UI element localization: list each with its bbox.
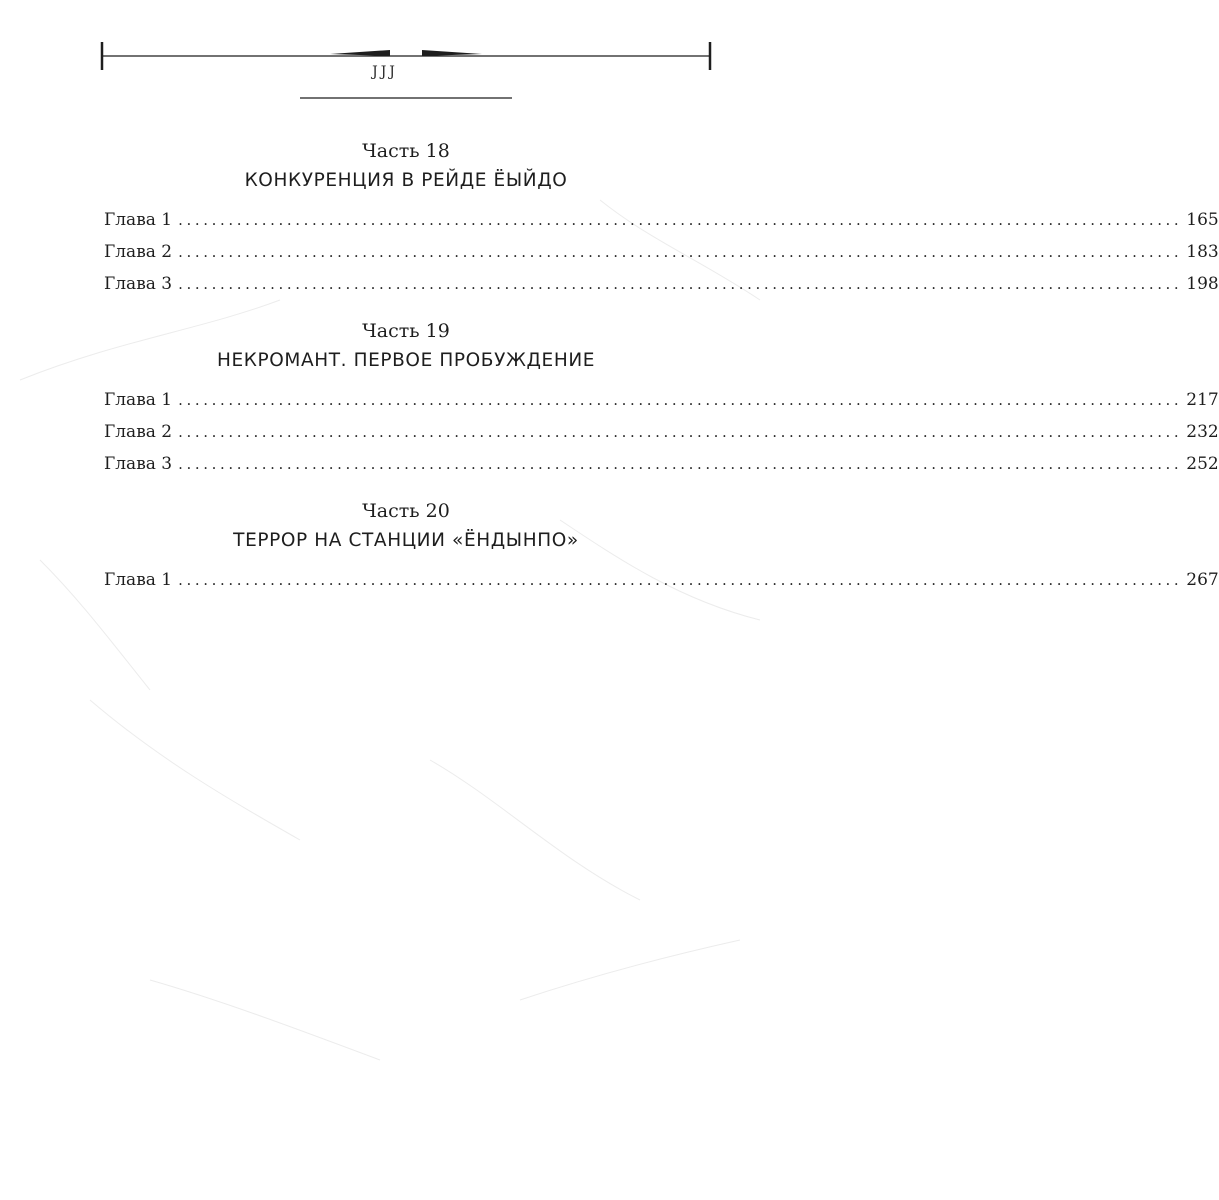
- dot-leader: ........................................................................................................................: [178, 571, 1183, 589]
- part-title: ТЕРРОР НА СТАНЦИИ «ЁНДЫНПО»: [233, 530, 579, 551]
- page-number: 267: [1186, 570, 1219, 590]
- part-title: НЕКРОМАНТ. ПЕРВОЕ ПРОБУЖДЕНИЕ: [216, 350, 596, 371]
- toc-entry[interactable]: [104, 448, 1219, 480]
- page-number: 217: [1186, 390, 1219, 410]
- toc-entry[interactable]: [104, 564, 1219, 596]
- toc-entry[interactable]: [104, 268, 1219, 300]
- page-number: 183: [1186, 242, 1219, 262]
- dot-leader: ........................................................................................................................: [178, 423, 1183, 441]
- toc-entry[interactable]: [104, 416, 1219, 448]
- toc-part-20: [104, 496, 1219, 596]
- toc-entry[interactable]: [104, 236, 1219, 268]
- dot-leader: ........................................................................................................................: [178, 243, 1183, 261]
- chapter-label: Глава 1: [104, 210, 173, 230]
- toc-part-18: [104, 136, 1219, 300]
- page-number: 232: [1186, 422, 1219, 442]
- header-mark: JJJ: [372, 64, 398, 80]
- part-number: Часть 18: [362, 140, 450, 162]
- chapter-label: Глава 3: [104, 274, 173, 294]
- toc-entry[interactable]: [104, 384, 1219, 416]
- chapter-label: Глава 3: [104, 454, 173, 474]
- chapter-label: Глава 1: [104, 390, 173, 410]
- dot-leader: ........................................................................................................................: [178, 275, 1183, 293]
- toc-part-19: [104, 316, 1219, 480]
- page-number: 198: [1186, 274, 1219, 294]
- chapter-label: Глава 2: [104, 242, 173, 262]
- dot-leader: ........................................................................................................................: [178, 391, 1183, 409]
- table-of-contents: [104, 136, 1219, 612]
- page-number: 252: [1186, 454, 1219, 474]
- part-title: КОНКУРЕНЦИЯ В РЕЙДЕ ЁЫЙДО: [244, 170, 568, 191]
- dot-leader: ........................................................................................................................: [178, 211, 1183, 229]
- part-number: Часть 20: [362, 500, 450, 522]
- page-number: 165: [1186, 210, 1219, 230]
- toc-entry[interactable]: [104, 204, 1219, 236]
- part-number: Часть 19: [362, 320, 450, 342]
- chapter-label: Глава 2: [104, 422, 173, 442]
- dot-leader: ........................................................................................................................: [178, 455, 1183, 473]
- chapter-label: Глава 1: [104, 570, 173, 590]
